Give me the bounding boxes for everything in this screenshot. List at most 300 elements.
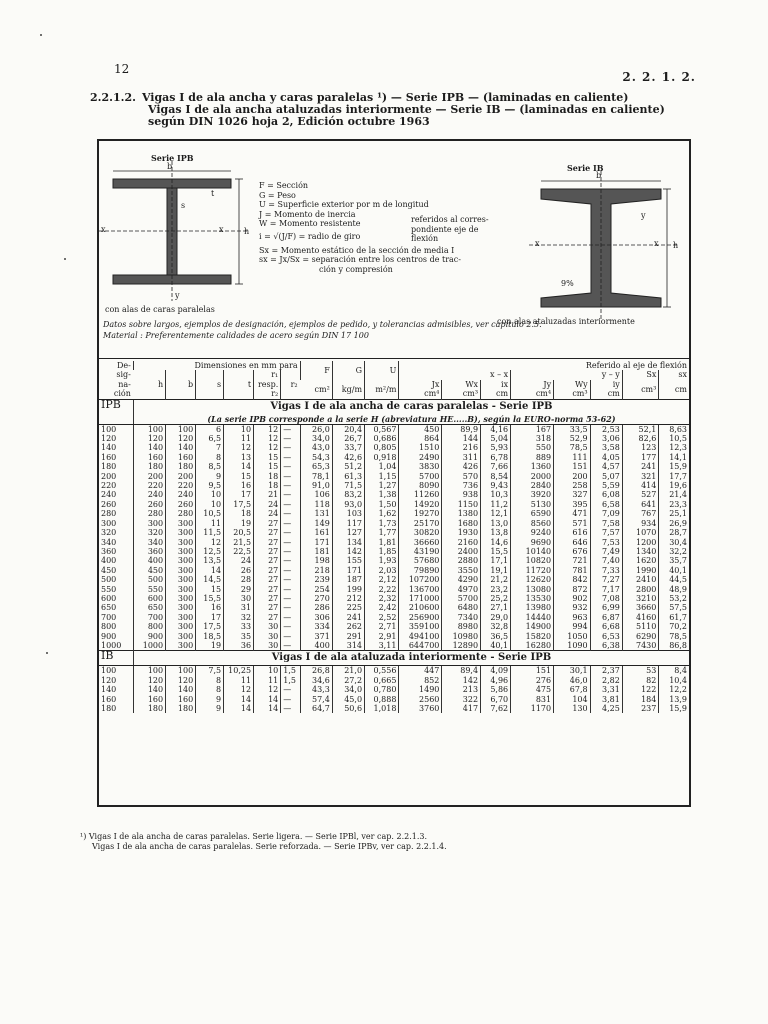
cell-value: 2,22 [378,584,397,594]
cell-value: 26,7 [344,434,363,444]
cell-value: 10,5 [669,434,687,444]
cell-value: 450 [101,565,117,575]
table-cell-G [332,472,364,519]
col-Wx-unit: cm³ [462,389,479,399]
table-cell-r1 [254,666,281,714]
cell-value: 600 [147,593,164,603]
cell-value: 86,8 [669,640,687,650]
legend-line: Sx = Momento estático de la sección de media I [259,245,455,255]
cell-value: 52,1 [638,424,657,434]
cell-value: 327 [572,490,588,500]
cell-value: 149 [314,518,330,528]
cell-value: 12 [268,434,279,444]
cell-value: 13 [240,452,252,462]
table-cell-b [166,556,196,603]
cell-value: 14,5 [203,575,222,585]
cell-value: 30820 [413,528,440,538]
col-Jy [511,380,554,399]
cell-value: 18 [268,481,279,491]
table-cell-Wx [442,519,481,557]
cell-value: 35 [240,631,252,641]
col-Wx-label: Wx [465,379,479,389]
cell-value: 123 [641,443,657,453]
cell-value: 187 [346,575,363,585]
table-cell-s [196,666,224,714]
table-cell-t [224,603,254,651]
cell-value: 82,6 [638,434,657,444]
cell-value: 17,7 [669,471,687,481]
table-cell-Wy [554,666,591,714]
cell-value: 7,57 [602,528,620,538]
table-cell-Wy [554,424,591,472]
cell-value: 831 [535,694,552,704]
table-cell-Sx [622,666,659,714]
cell-value: 5700 [457,593,479,603]
cell-value: 6,99 [602,603,620,613]
cell-value: 6480 [457,603,479,613]
cell-value: 107200 [408,575,440,585]
cell-value: — [283,556,292,566]
table-cell-Jy [511,424,554,472]
cell-value: 19270 [413,509,440,519]
cell-value: 2,12 [378,575,397,585]
cell-value: 33,5 [569,424,588,434]
table-cell-G [332,666,364,714]
cell-value: 1000 [101,640,122,650]
table-cell-iy [590,424,622,472]
col-ix-label: ix [501,379,509,389]
cell-value: 311 [462,452,479,462]
ib-caption: con alas ataluzadas interiormente [497,317,635,326]
table-cell-r2 [281,666,300,714]
cell-value: 220 [147,481,164,491]
cell-value: 280 [147,509,164,519]
table-cell-Wy [554,603,591,651]
cell-value: 11 [210,518,222,528]
cell-value: 0,665 [373,675,397,685]
ipb-title-cell [133,399,689,424]
scan-speck [46,652,48,654]
table-cell-t [224,424,254,472]
cell-value: 27 [268,584,279,594]
cell-value: 475 [535,685,552,695]
cell-value: 16 [210,603,222,613]
cell-value: 8 [216,452,222,462]
cell-value: 239 [314,575,330,585]
table-cell-iy [590,556,622,603]
cell-value: 1000 [142,640,164,650]
cell-value: 1,27 [378,481,397,491]
table-cell-iy [590,603,622,651]
cell-value: 2,52 [378,612,397,622]
cell-value: 300 [177,612,194,622]
cell-value: 2160 [457,537,479,547]
cell-value: 17,5 [233,499,252,509]
cell-value: 12890 [452,640,479,650]
cell-value: 1,38 [378,490,397,500]
legend-brace-note [411,215,489,244]
cell-value: 340 [101,537,117,547]
cell-value: 25,1 [669,509,687,519]
ib-axis-x-left: x [535,239,540,248]
cell-value: 9 [216,694,222,704]
cell-value: 44,5 [669,575,687,585]
cell-value: 12 [240,685,252,695]
ipb-caption: con alas de caras paralelas [105,305,215,314]
col-U: U [365,361,399,380]
cell-value: 32,8 [490,622,509,632]
cell-value: 872 [572,584,588,594]
cell-value: 34,6 [312,675,330,685]
cell-value: 1,85 [378,546,397,556]
ipb-code: IPB [99,399,133,424]
cell-value: 5110 [635,622,657,632]
cell-value: 2560 [419,694,440,704]
cell-value: 4290 [457,575,479,585]
cell-value: 1,018 [373,704,397,713]
cell-value: 27 [268,528,279,538]
cell-value: 1170 [530,704,552,713]
cell-value: 12 [240,443,252,453]
cell-value: — [283,452,292,462]
cell-value: 240 [147,490,164,500]
cell-value: 4160 [635,612,657,622]
cell-value: 43,0 [312,443,330,453]
cell-value: — [283,490,292,500]
cell-value: 360 [101,546,117,556]
col-F: F [300,361,332,380]
cell-value: 300 [177,631,194,641]
cell-value: 13,0 [490,518,509,528]
cell-value: 127 [346,528,363,538]
cell-value: — [283,593,292,603]
table-cell-Jx [399,519,442,557]
cell-value: 13080 [525,584,552,594]
table-cell-ix [481,556,511,603]
cell-value: 3,58 [602,443,620,453]
table-cell-h [133,472,165,519]
col-group-yy: y – y [511,370,623,379]
page-number: 12 [114,62,130,76]
table-cell-t [224,472,254,519]
cell-value: 43,3 [312,685,330,695]
cell-value: 21,2 [490,575,509,585]
ipb-axis-x-right: x [219,225,224,234]
cell-value: 117 [346,518,363,528]
col-designation-part: na- [118,379,131,389]
cell-value: 53,2 [669,593,687,603]
cell-value: 10980 [452,631,479,641]
cell-value: 3660 [635,603,657,613]
col-ix [481,380,511,399]
col-designation-part: De- [117,361,131,370]
cell-value: 160 [147,452,164,462]
table-cell-F [300,472,332,519]
table-cell-sx [659,472,689,519]
cell-value: 25170 [413,518,440,528]
cell-value: 160 [101,452,117,462]
cell-value: 27 [268,612,279,622]
col-h: h [157,379,164,389]
cell-value: 212 [346,593,363,603]
unit-U: m²/m [365,380,399,399]
col-iy-label: iy [612,379,620,389]
table-cell-G [332,556,364,603]
cell-value: 6 [216,424,222,434]
cell-value: 300 [177,593,194,603]
ipb-dim-b: b [167,162,173,171]
cell-value: 200 [101,471,117,481]
table-cell-b [166,472,196,519]
cell-value: 21,4 [669,490,687,500]
cell-value: 550 [101,584,117,594]
cell-value: 200 [147,471,164,481]
cell-value: — [283,704,292,713]
cell-value: 106 [314,490,330,500]
scan-speck [40,34,42,36]
cell-value: — [283,443,292,453]
cell-value: 240 [101,490,117,500]
ipb-section [99,399,689,651]
cell-value: 131 [314,509,330,519]
cell-value: 15 [268,462,279,472]
table-cell-r1 [254,556,281,603]
cell-value: 140 [177,443,194,453]
ib-section [99,651,689,714]
legend-line: F = Sección [259,181,309,190]
cell-value: 1380 [457,509,479,519]
cell-value: 900 [147,631,164,641]
cell-value: 48,9 [669,584,687,594]
table-row-group [99,556,689,603]
cell-value: 136700 [408,584,440,594]
cell-value: 19 [240,518,252,528]
table-cell-r2 [281,603,300,651]
cell-value: 6,58 [602,499,620,509]
cell-value: 6,70 [490,694,509,704]
table-cell-F [300,519,332,557]
cell-value: 27 [268,518,279,528]
table-cell-r2 [281,519,300,557]
cell-value: 30 [268,640,279,650]
table-cell-Sx [622,424,659,472]
cell-value: 4,05 [602,452,620,462]
cell-value: 7340 [457,612,479,622]
cell-value: 7,58 [602,518,620,528]
cell-value: 400 [147,556,164,566]
ib-dim-h: h [673,241,679,250]
cell-value: 300 [101,518,117,528]
cell-value: 550 [535,443,552,453]
col-t: t [224,370,254,399]
cell-value: 9 [216,471,222,481]
cell-value: 12 [268,685,279,695]
cell-value: 300 [177,518,194,528]
cell-value: 180 [147,704,164,713]
legend-line: W = Momento resistente [259,219,361,229]
cell-value: 7,66 [490,462,509,472]
table-cell-r1 [254,519,281,557]
cell-value: 104 [572,694,588,704]
table-cell-Wy [554,519,591,557]
ipb-title: Vigas I de ala ancha de caras paralelas - Serie IPB [270,400,553,412]
cell-value: 27 [268,537,279,547]
cell-value: 16280 [525,640,552,650]
cell-value: 616 [572,528,588,538]
cell-value: 14440 [525,612,552,622]
cell-value: 42,6 [344,452,363,462]
cell-value: 0,567 [373,424,397,434]
cell-value: 1,5 [283,675,296,685]
cell-value: 22,5 [233,546,252,556]
cell-value: 26,8 [312,666,330,676]
cell-value: 35,7 [669,556,687,566]
legend-line: sx = Jx/Sx = separación entre los centros de trac- [259,255,461,265]
cell-value: 184 [641,694,657,704]
cell-value: 7,08 [602,593,620,603]
cell-value: 7,53 [602,537,620,547]
cell-value: — [283,612,292,622]
ipb-diagram-title: Serie IPB [151,153,194,163]
unit-Sx: cm³ [622,380,659,399]
cell-value: 314 [346,640,363,650]
table-cell-U [365,556,399,603]
cell-value: 644700 [408,640,440,650]
cell-value: 4,25 [602,704,620,713]
cell-value: 140 [101,685,117,695]
cell-value: 320 [101,528,117,538]
ib-slope-label: 9% [561,279,574,288]
cell-value: 7 [216,443,222,453]
table-cell-Jy [511,556,554,603]
cell-value: 900 [101,631,117,641]
col-r2: r₂ [281,370,300,399]
cell-value: 676 [572,546,588,556]
cell-value: 334 [314,622,330,632]
cell-value: 57,5 [669,603,687,613]
cell-value: 180 [101,462,117,472]
col-iy [590,380,622,399]
cell-value: 570 [462,471,479,481]
table-cell-r2 [281,424,300,472]
cell-value: — [283,565,292,575]
cell-value: 571 [572,518,588,528]
cell-value: 2,82 [602,675,620,685]
cell-value: 291 [346,631,363,641]
col-Wy-label: Wy [575,379,588,389]
table-cell-h [133,666,165,714]
heading-line-1: Vigas I de ala ancha y caras paralelas ¹) — Serie IPB — (laminadas en caliente) [141,91,629,104]
table-header [99,361,689,399]
cell-value: 78,1 [312,471,330,481]
cell-value: 30,1 [569,666,588,676]
note-material: Material : Preferentemente calidades de acero según DIN 17 100 [103,331,369,340]
cell-value: 161 [314,528,330,538]
cell-value: 359100 [408,622,440,632]
cell-value: 78,5 [669,631,687,641]
legend-line: ción y compresión [319,264,393,274]
cell-value: 938 [462,490,479,500]
profile-table [99,361,689,713]
cell-value: 12 [210,537,222,547]
legend-line: J = Momento de inercia [259,209,356,219]
cell-value: 700 [101,612,117,622]
cell-value: 27 [268,556,279,566]
cell-value: 1930 [457,528,479,538]
table-cell-F [300,424,332,472]
cell-value: 767 [641,509,657,519]
cell-value: 5,93 [490,443,509,453]
footnote-1: ¹) Vigas I de ala ancha de caras paralelas. Serie ligera. — Serie IPBl, ver cap. 2.2.1.3. [80,832,428,841]
table-cell-Sx [622,472,659,519]
cell-value: 2410 [635,575,657,585]
table-cell-sx [659,603,689,651]
cell-value: 17,5 [203,622,222,632]
cell-value: 32 [240,612,252,622]
ipb-subtitle: (La serie IPB corresponde a la serie H (abreviatura HE.....B), según la EURO-norma 53-62) [207,413,616,424]
cell-value: 4,09 [490,666,509,676]
cell-value: 1,77 [378,528,397,538]
cell-value: 5,59 [602,481,620,491]
table-cell-sx [659,519,689,557]
cell-value: 842 [572,575,588,585]
table-cell-Jy [511,666,554,714]
cell-value: 120 [101,434,117,444]
cell-value: 93,0 [344,499,363,509]
cell-value: 34,0 [344,685,363,695]
brace-note-line: referidos al corres- [411,215,489,224]
cell-value: 82 [646,675,657,685]
cell-value: 100 [177,666,194,676]
cell-value: 447 [424,666,440,676]
cell-value: 260 [101,499,117,509]
cell-value: 500 [101,575,117,585]
cell-value: 200 [572,471,588,481]
cell-value: 800 [101,622,117,632]
cell-value: 120 [147,675,164,685]
ipb-dim-t: t [211,189,215,198]
cell-value: 120 [177,434,194,444]
cell-value: 61,7 [669,612,687,622]
cell-value: — [283,509,292,519]
cell-value: 218 [314,565,330,575]
cell-value: 120 [177,675,194,685]
cell-value: 13,5 [203,556,222,566]
cell-value: 4,57 [602,462,620,472]
cell-value: 321 [641,471,657,481]
cell-value: 1,81 [378,537,397,547]
col-Jx-unit: cm⁴ [424,389,440,399]
cell-value: 9 [216,704,222,713]
cell-value: 300 [177,584,194,594]
cell-value: 550 [147,584,164,594]
table-cell-desig [99,556,133,603]
cell-value: 142 [346,546,363,556]
cell-value: 1,50 [378,499,397,509]
cell-value: 934 [641,518,657,528]
cell-value: 3,31 [602,685,620,695]
cell-value: 120 [147,434,164,444]
cell-value: 9240 [530,528,552,538]
cell-value: 1200 [635,537,657,547]
cell-value: 20,4 [344,424,363,434]
col-Jx-label: Jx [431,379,440,389]
cell-value: 20,5 [233,528,252,538]
cell-value: 7430 [635,640,657,650]
cell-value: 414 [641,481,657,491]
table-cell-b [166,666,196,714]
heading-code: 2.2.1.2. [90,91,136,104]
